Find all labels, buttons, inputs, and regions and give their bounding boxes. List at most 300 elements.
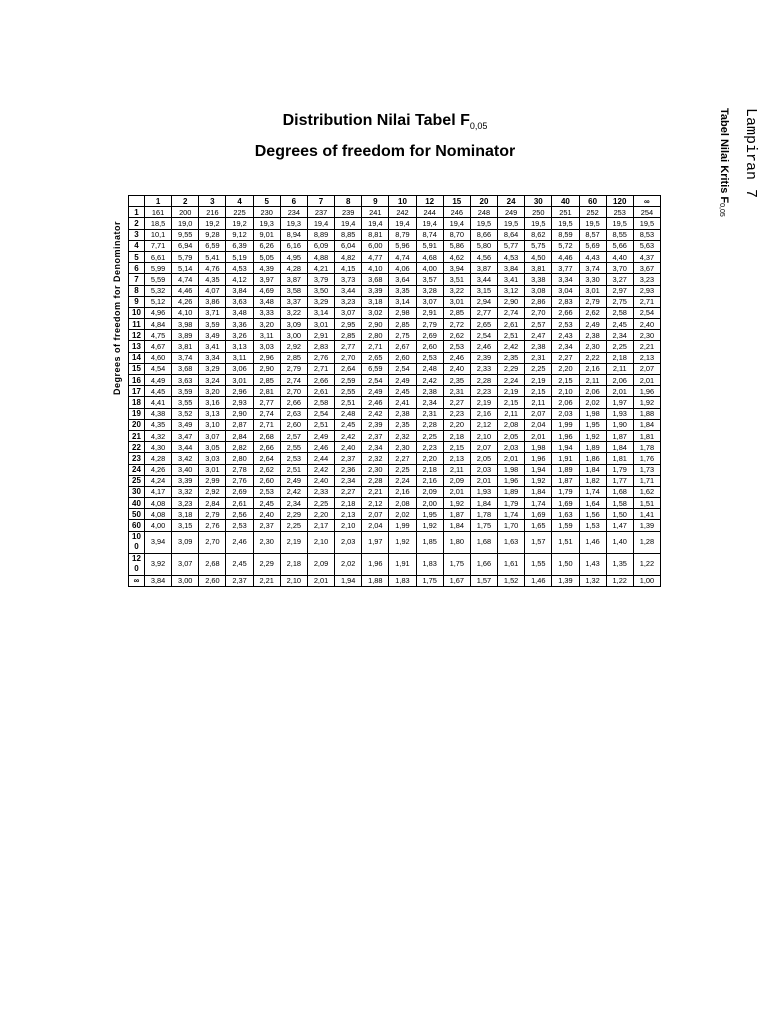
table-cell: 2,65 [362, 352, 389, 363]
table-cell: 3,03 [253, 341, 280, 352]
table-cell: 2,34 [416, 397, 443, 408]
table-cell: 241 [362, 207, 389, 218]
table-cell: 3,08 [525, 285, 552, 296]
table-cell: 2,05 [498, 430, 525, 441]
table-cell: 2,18 [335, 498, 362, 509]
table-cell: 1,22 [633, 553, 660, 575]
table-cell: 19,5 [579, 218, 606, 229]
table-cell: 2,96 [226, 386, 253, 397]
side-table-label-text: Tabel Nilai Kritis F [718, 108, 731, 204]
table-cell: 2,42 [362, 408, 389, 419]
f-distribution-table [128, 195, 661, 587]
table-cell: 2,66 [253, 442, 280, 453]
table-cell: 2,82 [226, 442, 253, 453]
table-cell: 3,81 [172, 341, 199, 352]
table-cell: 1,63 [498, 531, 525, 553]
table-cell: 2,60 [199, 575, 226, 586]
row-header: 8 [129, 285, 145, 296]
table-cell: 3,37 [280, 296, 307, 307]
table-cell: 2,56 [226, 509, 253, 520]
table-cell: 8,57 [579, 229, 606, 240]
table-cell: 3,39 [172, 475, 199, 486]
table-cell: 2,54 [389, 363, 416, 374]
table-cell: 3,01 [199, 464, 226, 475]
table-cell: 1,51 [552, 531, 579, 553]
table-cell: 4,30 [145, 442, 172, 453]
table-cell: 2,09 [416, 486, 443, 497]
table-cell: 2,29 [280, 509, 307, 520]
table-cell: 1,83 [416, 553, 443, 575]
table-cell: 1,89 [552, 464, 579, 475]
table-cell: 1,91 [552, 453, 579, 464]
table-cell: 2,07 [633, 363, 660, 374]
table-cell: 2,71 [307, 363, 334, 374]
table-cell: 4,54 [145, 363, 172, 374]
table-row [129, 575, 661, 586]
table-cell: 1,70 [498, 520, 525, 531]
table-cell: 2,13 [335, 509, 362, 520]
table-cell: 2,33 [470, 363, 497, 374]
row-header: 18 [129, 397, 145, 408]
table-cell: 2,07 [362, 509, 389, 520]
table-cell: 3,28 [416, 285, 443, 296]
table-cell: 19,2 [226, 218, 253, 229]
row-header: 25 [129, 475, 145, 486]
table-cell: 2,03 [335, 531, 362, 553]
table-cell: 2,57 [525, 319, 552, 330]
table-cell: 3,63 [226, 296, 253, 307]
table-cell: 2,22 [579, 352, 606, 363]
table-cell: 2,40 [633, 319, 660, 330]
column-header: 30 [525, 196, 552, 207]
table-cell: 2,87 [226, 419, 253, 430]
table-cell: 2,53 [280, 453, 307, 464]
table-cell: 9,28 [199, 229, 226, 240]
table-cell: 2,64 [335, 363, 362, 374]
table-cell: 1,69 [552, 498, 579, 509]
column-header: 6 [280, 196, 307, 207]
table-cell: 3,38 [525, 274, 552, 285]
table-cell: 2,20 [307, 509, 334, 520]
table-cell: 2,25 [606, 341, 633, 352]
table-cell: 3,70 [606, 263, 633, 274]
table-cell: 2,19 [280, 531, 307, 553]
side-table-label-subscript: 0,05 [718, 203, 725, 217]
table-cell: 2,27 [389, 453, 416, 464]
table-cell: 2,60 [389, 352, 416, 363]
table-cell: 3,07 [416, 296, 443, 307]
table-cell: 1,39 [633, 520, 660, 531]
table-cell: 2,28 [416, 419, 443, 430]
table-cell: 4,06 [389, 263, 416, 274]
table-cell: 3,20 [199, 386, 226, 397]
row-header: 20 [129, 419, 145, 430]
table-cell: 3,16 [199, 397, 226, 408]
table-cell: 19,3 [280, 218, 307, 229]
table-cell: 9,55 [172, 229, 199, 240]
table-cell: 2,57 [280, 430, 307, 441]
table-cell: 2,80 [226, 453, 253, 464]
table-cell: 3,51 [443, 274, 470, 285]
table-cell: 2,18 [443, 430, 470, 441]
table-cell: 1,28 [633, 531, 660, 553]
table-row [129, 307, 661, 318]
row-header: 3 [129, 229, 145, 240]
table-cell: 2,38 [389, 408, 416, 419]
table-cell: 239 [335, 207, 362, 218]
table-cell: 2,06 [579, 386, 606, 397]
table-cell: 1,75 [443, 553, 470, 575]
table-cell: 2,92 [280, 341, 307, 352]
row-header: 4 [129, 240, 145, 251]
table-cell: 3,22 [443, 285, 470, 296]
table-cell: 4,37 [633, 251, 660, 262]
table-cell: 4,69 [253, 285, 280, 296]
table-cell: 4,46 [172, 285, 199, 296]
table-cell: 2,15 [552, 375, 579, 386]
column-header: ∞ [633, 196, 660, 207]
table-cell: 5,75 [525, 240, 552, 251]
table-cell: 5,96 [389, 240, 416, 251]
table-cell: 2,03 [552, 408, 579, 419]
table-cell: 2,76 [199, 520, 226, 531]
table-cell: 1,92 [579, 430, 606, 441]
table-cell: 2,23 [470, 386, 497, 397]
table-cell: 3,00 [172, 575, 199, 586]
table-cell: 3,58 [280, 285, 307, 296]
table-cell: 2,90 [498, 296, 525, 307]
table-cell: 6,61 [145, 251, 172, 262]
row-header: 60 [129, 520, 145, 531]
table-cell: 5,14 [172, 263, 199, 274]
table-cell: 8,85 [335, 229, 362, 240]
table-cell: 2,79 [280, 363, 307, 374]
table-cell: 2,85 [389, 319, 416, 330]
table-cell: 1,96 [498, 475, 525, 486]
table-cell: 2,02 [579, 397, 606, 408]
table-cell: 3,97 [253, 274, 280, 285]
table-cell: 3,57 [416, 274, 443, 285]
table-cell: 4,17 [145, 486, 172, 497]
lampiran-label: Lampiran 7 [742, 108, 759, 199]
table-cell: 2,60 [253, 475, 280, 486]
table-cell: 3,06 [226, 363, 253, 374]
table-cell: 2,07 [470, 442, 497, 453]
table-cell: 2,62 [579, 307, 606, 318]
table-cell: 1,32 [579, 575, 606, 586]
table-cell: 3,74 [579, 263, 606, 274]
table-cell: 1,96 [633, 386, 660, 397]
table-cell: 2,63 [280, 408, 307, 419]
table-row [129, 397, 661, 408]
table-cell: 3,15 [470, 285, 497, 296]
table-cell: 8,89 [307, 229, 334, 240]
table-cell: 19,4 [443, 218, 470, 229]
table-cell: 3,07 [172, 553, 199, 575]
table-row [129, 240, 661, 251]
table-cell: 2,83 [307, 341, 334, 352]
table-cell: 2,90 [226, 408, 253, 419]
table-cell: 3,81 [525, 263, 552, 274]
table-cell: 2,85 [253, 375, 280, 386]
table-cell: 2,19 [498, 386, 525, 397]
table-cell: 2,90 [253, 363, 280, 374]
table-cell: 2,09 [443, 475, 470, 486]
table-cell: 2,07 [525, 408, 552, 419]
table-cell: 2,91 [416, 307, 443, 318]
table-cell: 1,92 [633, 397, 660, 408]
table-cell: 2,19 [470, 397, 497, 408]
table-cell: 3,41 [199, 341, 226, 352]
row-header: 23 [129, 453, 145, 464]
table-cell: 2,34 [362, 442, 389, 453]
table-cell: 2,20 [552, 363, 579, 374]
table-row [129, 341, 661, 352]
table-cell: 3,49 [199, 330, 226, 341]
table-cell: 1,86 [579, 453, 606, 464]
table-cell: 19,5 [552, 218, 579, 229]
table-cell: 4,62 [443, 251, 470, 262]
table-cell: 6,09 [307, 240, 334, 251]
table-cell: 2,80 [362, 330, 389, 341]
table-cell: 2,37 [226, 575, 253, 586]
table-cell: 1,92 [416, 520, 443, 531]
table-cell: 1,68 [606, 486, 633, 497]
row-header: 12 [129, 330, 145, 341]
table-cell: 200 [172, 207, 199, 218]
table-cell: 2,48 [335, 408, 362, 419]
table-cell: 2,42 [280, 486, 307, 497]
table-cell: 2,78 [226, 464, 253, 475]
table-row [129, 363, 661, 374]
table-cell: 1,79 [552, 486, 579, 497]
table-cell: 4,00 [145, 520, 172, 531]
table-cell: 1,59 [552, 520, 579, 531]
table-cell: 6,26 [253, 240, 280, 251]
table-cell: 3,13 [199, 408, 226, 419]
table-cell: 1,43 [579, 553, 606, 575]
table-cell: 246 [443, 207, 470, 218]
table-cell: 3,07 [199, 430, 226, 441]
table-cell: 3,94 [145, 531, 172, 553]
table-cell: 2,11 [443, 464, 470, 475]
table-cell: 249 [498, 207, 525, 218]
table-cell: 2,58 [606, 307, 633, 318]
table-cell: 2,98 [389, 307, 416, 318]
table-cell: 3,13 [226, 341, 253, 352]
table-cell: 19,5 [470, 218, 497, 229]
table-cell: 2,53 [226, 520, 253, 531]
table-cell: 5,80 [470, 240, 497, 251]
table-cell: 5,41 [199, 251, 226, 262]
table-row [129, 386, 661, 397]
table-cell: 2,74 [253, 408, 280, 419]
table-cell: 3,92 [145, 553, 172, 575]
table-cell: 1,87 [552, 475, 579, 486]
table-cell: 248 [470, 207, 497, 218]
table-cell: 2,09 [307, 553, 334, 575]
table-cell: 2,01 [525, 430, 552, 441]
table-cell: 2,12 [470, 419, 497, 430]
table-cell: 3,86 [199, 296, 226, 307]
table-cell: 3,73 [335, 274, 362, 285]
table-cell: 3,35 [389, 285, 416, 296]
table-cell: 2,49 [389, 375, 416, 386]
table-cell: 3,49 [172, 419, 199, 430]
table-cell: 4,45 [145, 386, 172, 397]
table-cell: 2,55 [280, 442, 307, 453]
table-cell: 2,15 [498, 397, 525, 408]
table-header-row [129, 196, 661, 207]
table-cell: 1,62 [633, 486, 660, 497]
table-cell: 1,79 [606, 464, 633, 475]
table-cell: 1,81 [606, 453, 633, 464]
table-cell: 2,44 [307, 453, 334, 464]
table-cell: 1,61 [498, 553, 525, 575]
table-cell: 1,57 [470, 575, 497, 586]
table-cell: 1,74 [498, 509, 525, 520]
table-cell: 19,4 [362, 218, 389, 229]
table-cell: 2,40 [307, 475, 334, 486]
table-cell: 2,39 [470, 352, 497, 363]
table-cell: 1,80 [443, 531, 470, 553]
table-cell: 3,02 [362, 307, 389, 318]
table-cell: 254 [633, 207, 660, 218]
table-cell: 2,18 [416, 464, 443, 475]
table-cell: 2,54 [307, 408, 334, 419]
table-cell: 2,65 [470, 319, 497, 330]
table-cell: 2,70 [525, 307, 552, 318]
table-cell: 3,87 [470, 263, 497, 274]
table-cell: 8,70 [443, 229, 470, 240]
page-subtitle: Degrees of freedom for Nominator [254, 143, 516, 160]
table-cell: 4,10 [362, 263, 389, 274]
table-cell: 2,36 [335, 464, 362, 475]
table-cell: 1,84 [443, 520, 470, 531]
table-cell: 244 [416, 207, 443, 218]
table-cell: 2,68 [199, 553, 226, 575]
table-cell: 4,74 [389, 251, 416, 262]
table-cell: 2,29 [253, 553, 280, 575]
table-cell: 1,74 [579, 486, 606, 497]
table-cell: 1,76 [633, 453, 660, 464]
table-cell: 1,53 [579, 520, 606, 531]
table-cell: 3,44 [470, 274, 497, 285]
page-title [230, 112, 540, 131]
table-cell: 2,72 [443, 319, 470, 330]
table-cell: 1,47 [606, 520, 633, 531]
table-cell: 2,29 [498, 363, 525, 374]
table-cell: 1,51 [633, 498, 660, 509]
table-cell: 3,33 [253, 307, 280, 318]
table-cell: 3,14 [389, 296, 416, 307]
table-cell: 2,01 [633, 375, 660, 386]
table-row [129, 285, 661, 296]
table-cell: 4,28 [280, 263, 307, 274]
row-header: 19 [129, 408, 145, 419]
table-cell: 1,75 [416, 575, 443, 586]
table-cell: 2,94 [470, 296, 497, 307]
table-cell: 6,39 [226, 240, 253, 251]
table-cell: 2,40 [253, 509, 280, 520]
table-row [129, 430, 661, 441]
table-cell: 2,30 [579, 341, 606, 352]
table-cell: 2,91 [307, 330, 334, 341]
table-cell: 2,71 [633, 296, 660, 307]
table-row [129, 408, 661, 419]
table-cell: 2,27 [552, 352, 579, 363]
table-cell: 4,50 [525, 251, 552, 262]
table-row [129, 531, 661, 553]
table-cell: 4,12 [226, 274, 253, 285]
table-cell: 9,12 [226, 229, 253, 240]
table-cell: 1,58 [606, 498, 633, 509]
table-cell: 225 [226, 207, 253, 218]
table-cell: 8,55 [606, 229, 633, 240]
table-cell: 250 [525, 207, 552, 218]
table-cell: 2,45 [606, 319, 633, 330]
table-cell: 8,64 [498, 229, 525, 240]
table-cell: 2,32 [362, 453, 389, 464]
table-row [129, 419, 661, 430]
table-cell: 3,03 [199, 453, 226, 464]
table-cell: 3,44 [172, 442, 199, 453]
table-cell: 1,94 [552, 442, 579, 453]
table-cell: 1,22 [606, 575, 633, 586]
table-row [129, 251, 661, 262]
table-cell: 1,93 [606, 408, 633, 419]
table-cell: 3,42 [172, 453, 199, 464]
row-header: 12 0 [129, 553, 145, 575]
table-cell: 4,39 [253, 263, 280, 274]
table-cell: 4,38 [145, 408, 172, 419]
table-cell: 6,16 [280, 240, 307, 251]
table-cell: 3,84 [226, 285, 253, 296]
table-cell: 1,50 [606, 509, 633, 520]
table-cell: 3,59 [199, 319, 226, 330]
table-cell: 2,77 [470, 307, 497, 318]
column-header: 12 [416, 196, 443, 207]
table-cell: 2,27 [335, 486, 362, 497]
table-cell: 1,65 [525, 520, 552, 531]
table-cell: 19,4 [416, 218, 443, 229]
table-cell: 2,03 [470, 464, 497, 475]
table-cell: 4,28 [145, 453, 172, 464]
table-cell: 2,71 [362, 341, 389, 352]
table-row [129, 330, 661, 341]
table-cell: 1,94 [525, 464, 552, 475]
table-cell: 1,55 [525, 553, 552, 575]
table-cell: 1,89 [498, 486, 525, 497]
table-cell: 3,26 [226, 330, 253, 341]
table-cell: 3,22 [280, 307, 307, 318]
table-cell: 2,76 [307, 352, 334, 363]
table-cell: 2,42 [307, 464, 334, 475]
table-cell: 1,73 [633, 464, 660, 475]
table-cell: 8,53 [633, 229, 660, 240]
table-cell: 2,45 [253, 498, 280, 509]
table-cell: 2,61 [226, 498, 253, 509]
table-cell: 19,4 [335, 218, 362, 229]
table-cell: 2,42 [335, 430, 362, 441]
table-cell: 2,83 [552, 296, 579, 307]
table-cell: 2,01 [606, 386, 633, 397]
table-cell: 2,66 [552, 307, 579, 318]
table-cell: 3,84 [498, 263, 525, 274]
table-cell: 2,70 [335, 352, 362, 363]
table-cell: 2,19 [525, 375, 552, 386]
table-cell: 3,09 [172, 531, 199, 553]
